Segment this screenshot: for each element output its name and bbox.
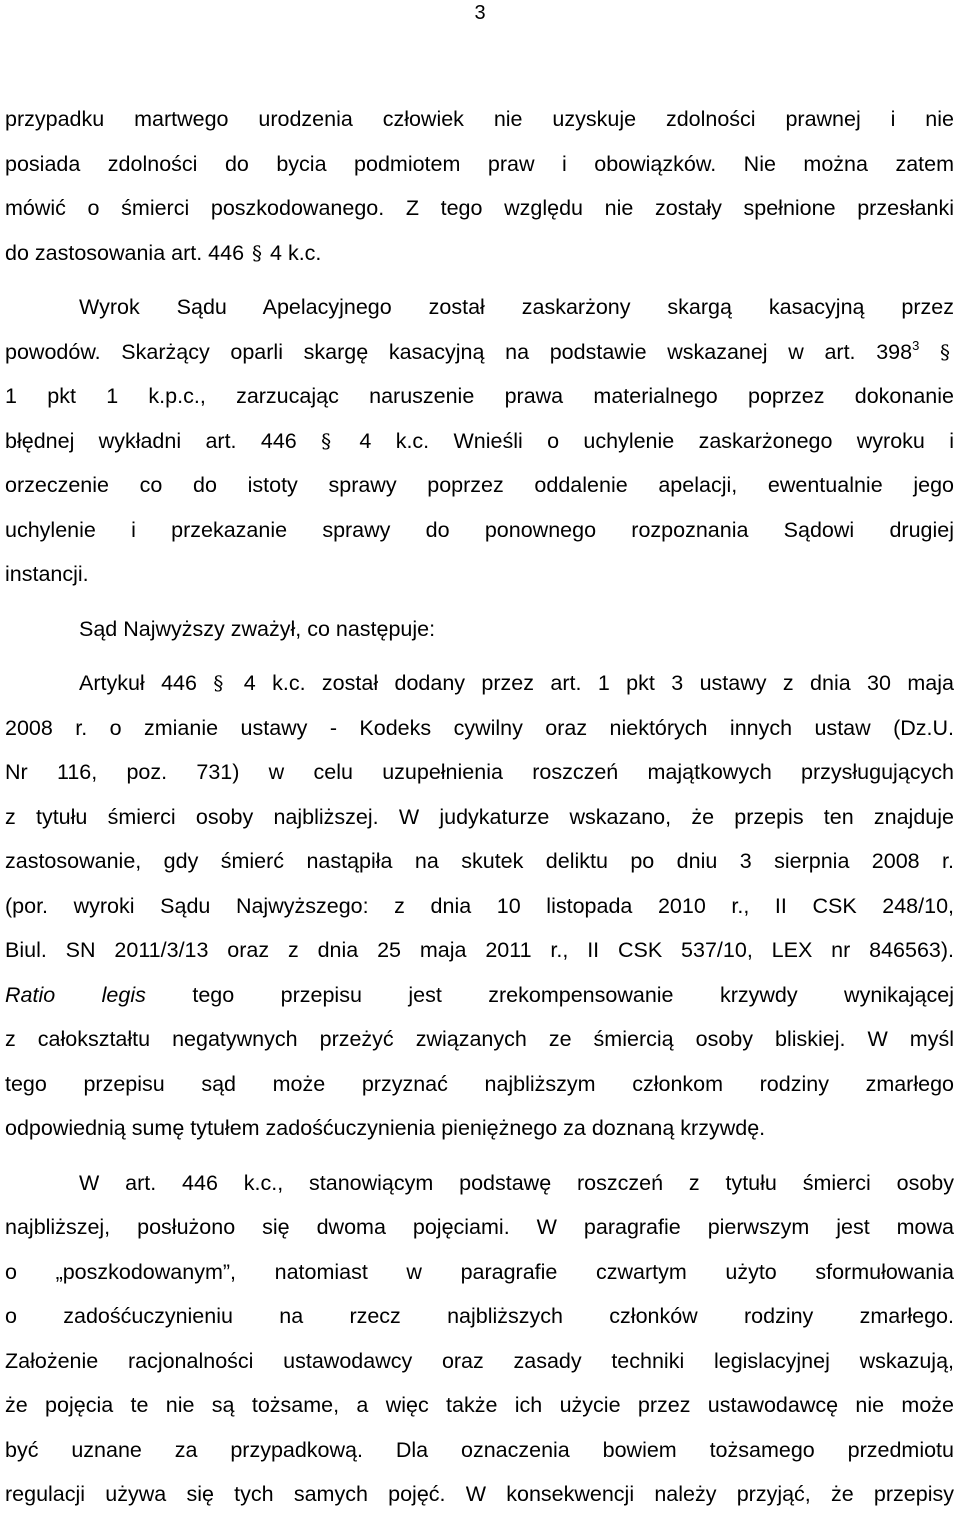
text-line: 1 pkt 1 k.p.c., zarzucając naruszenie prawa materialnego poprzez dokonanie <box>5 384 954 408</box>
paragraph-gap <box>5 1151 954 1161</box>
text-line <box>5 419 954 464</box>
text-line: o zadośćuczynieniu na rzecz najbliższych członków rodziny zmarłego. <box>5 1304 954 1328</box>
text-fragment: 4 k.c. Wnieśli o uchylenie zaskarżonego wyroku i <box>359 428 954 453</box>
text-line: że pojęcia te nie są tożsame, a więc także ich użycie przez ustawodawcę nie może <box>5 1393 954 1417</box>
text-line: zastosowanie, gdy śmierć nastąpiła na skutek deliktu po dniu 3 sierpnia 2008 r. <box>5 849 954 873</box>
text-line: Nr 116, poz. 731) w celu uzupełnienia roszczeń majątkowych przysługujących <box>5 760 954 784</box>
text-line: z tytułu śmierci osoby najbliższej. W judykaturze wskazano, że przepis ten znajduje <box>5 804 954 829</box>
paragraph-gap <box>5 275 954 285</box>
text-line: Założenie racjonalności ustawodawcy oraz zasady techniki legislacyjnej wskazują, <box>5 1348 954 1373</box>
text-line: regulacji używa się tych samych pojęć. W konsekwencji należy przyjąć, że przepisy <box>5 1482 954 1506</box>
page-number: 3 <box>474 2 486 24</box>
text-line: o „poszkodowanym”, natomiast w paragrafie czwartym użyto sformułowania <box>5 1259 954 1284</box>
text-line: 2008 r. o zmianie ustawy - Kodeks cywilny oraz niektórych innych ustaw (Dz.U. <box>5 715 954 740</box>
text-line: instancji. <box>5 562 89 586</box>
text-line: W art. 446 k.c., stanowiącym podstawę roszczeń z tytułu śmierci osoby <box>79 1170 954 1195</box>
paragraph-gap <box>5 651 954 661</box>
text-line: przypadku martwego urodzenia człowiek nie uzyskuje zdolności prawnej i nie <box>5 107 954 131</box>
paragraph-gap <box>5 597 954 607</box>
italic-phrase: Ratio legis <box>5 982 146 1007</box>
section-sign: § <box>252 240 263 265</box>
text-line <box>5 973 954 1018</box>
text-line: najbliższej, posłużono się dwoma pojęciami. W paragrafie pierwszym jest mowa <box>5 1215 954 1239</box>
text-fragment: Artykuł 446 <box>79 671 197 695</box>
text-fragment: do zastosowania art. 446 <box>5 240 245 265</box>
text-line: tego przepisu sąd może przyznać najbliższym członkom rodziny zmarłego <box>5 1071 954 1096</box>
text-fragment: tego przepisu jest zrekompensowanie krzywdy wynikającej <box>192 982 954 1007</box>
text-line <box>5 661 954 706</box>
text-line: posiada zdolności do bycia podmiotem praw i obowiązków. Nie można zatem <box>5 151 954 176</box>
text-line: być uznane za przypadkową. Dla oznaczenia bowiem tożsamego przedmiotu <box>5 1437 954 1462</box>
text-line: odpowiednią sumę tytułem zadośćuczynienia pieniężnego za doznaną krzywdę. <box>5 1116 766 1140</box>
section-sign: § <box>940 339 950 364</box>
text-fragment: 4 k.c. <box>270 240 322 265</box>
text-fragment: błędnej wykładni art. 446 <box>5 428 297 453</box>
text-line: Wyrok Sądu Apelacyjnego został zaskarżony skargą kasacyjną przez <box>79 295 954 319</box>
text-fragment: 4 k.c. został dodany przez art. 1 pkt 3 ustawy z dnia 30 maja <box>243 671 954 695</box>
text-line: mówić o śmierci poszkodowanego. Z tego względu nie zostały spełnione przesłanki <box>5 196 954 220</box>
text-line: orzeczenie co do istoty sprawy poprzez oddalenie apelacji, ewentualnie jego <box>5 473 954 497</box>
section-sign: § <box>321 428 332 453</box>
section-heading: Sąd Najwyższy zważył, co następuje: <box>79 616 436 641</box>
section-sign: § <box>213 671 224 695</box>
text-line: Biul. SN 2011/3/13 oraz z dnia 25 maja 2011 r., II CSK 537/10, LEX nr 846563). <box>5 938 954 962</box>
text-line: z całokształtu negatywnych przeżyć związanych ze śmiercią osoby bliskiej. W myśl <box>5 1027 954 1051</box>
text-fragment: powodów. Skarżący oparli skargę kasacyjną na podstawie wskazanej w art. 398 <box>5 339 913 364</box>
text-line <box>5 231 954 276</box>
document-body <box>5 97 954 1517</box>
superscript: 3 <box>912 337 920 353</box>
text-line: uchylenie i przekazanie sprawy do ponownego rozpoznania Sądowi drugiej <box>5 517 954 542</box>
text-line <box>5 330 954 375</box>
text-line: (por. wyroki Sądu Najwyższego: z dnia 10 listopada 2010 r., II CSK 248/10, <box>5 893 954 918</box>
